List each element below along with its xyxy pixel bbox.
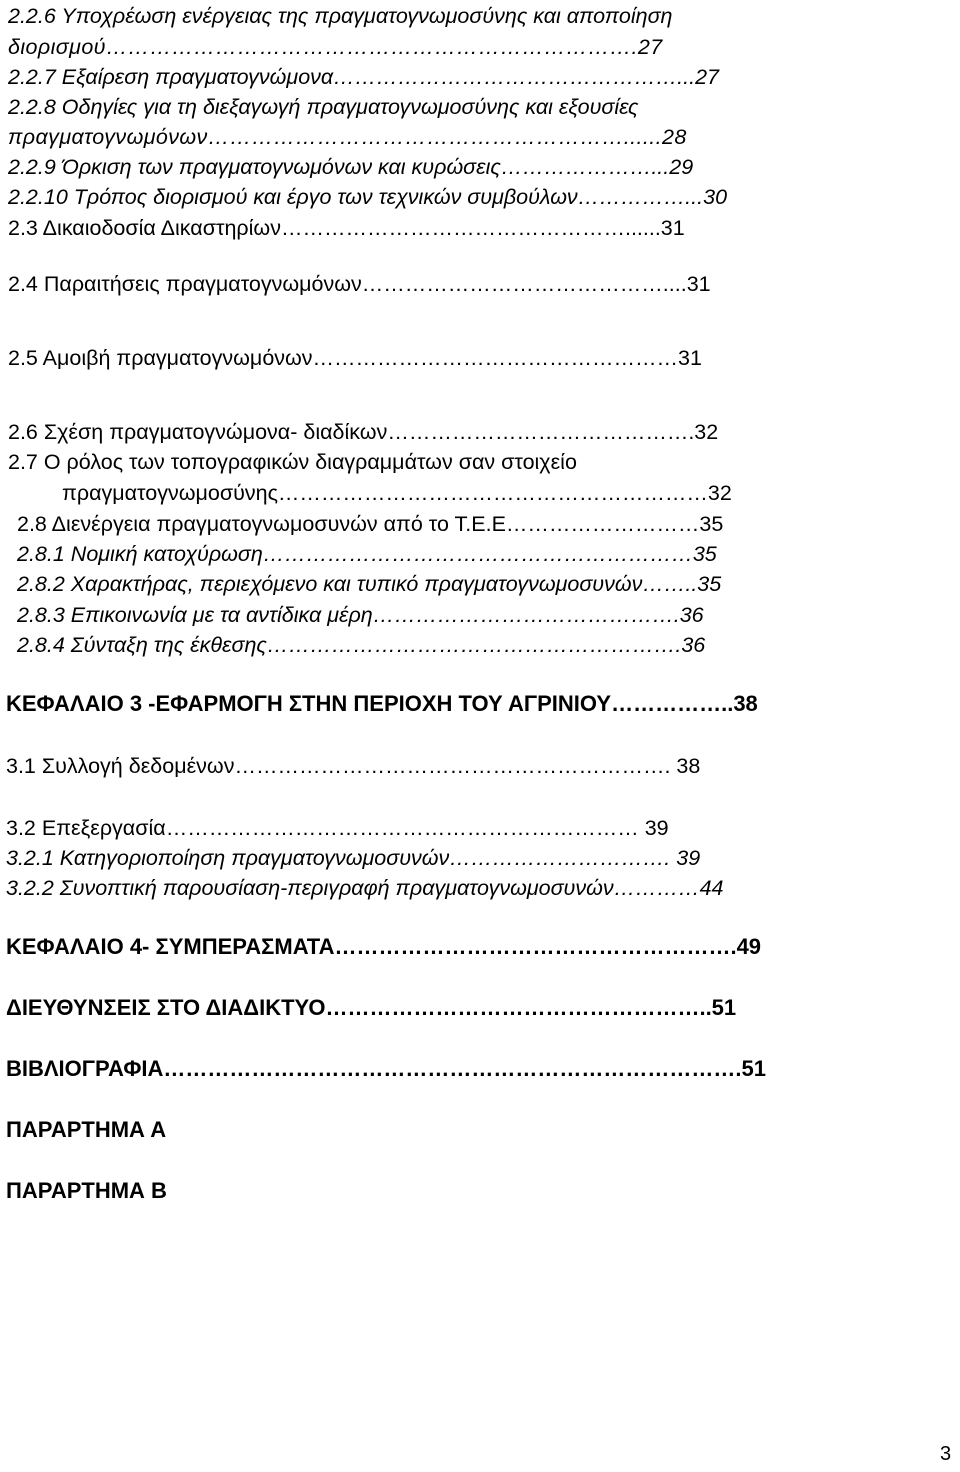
toc-entry-2-7: 2.7 Ο ρόλος των τοπογραφικών διαγραμμάτων σαν στοιχείο <box>8 450 577 474</box>
toc-entry-2-2-10: 2.2.10 Τρόπος διορισμού και έργο των τεχνικών συμβούλων……………...30 <box>8 185 728 209</box>
toc-entry-2-2-6: 2.2.6 Υποχρέωση ενέργειας της πραγματογνωμοσύνης και αποποίηση <box>8 4 673 28</box>
toc-appendix-b: ΠΑΡΑΡΤΗΜΑ Β <box>6 1178 167 1203</box>
toc-entry-3-2-1: 3.2.1 Κατηγοριοποίηση πραγματογνωμοσυνών…………………………. 39 <box>6 846 701 870</box>
toc-chapter-4: ΚΕΦΑΛΑΙΟ 4- ΣΥΜΠΕΡΑΣΜΑΤΑ……………………………………………….49 <box>6 934 762 959</box>
toc-entry-2-7-cont: πραγματογνωμοσύνης……………………………………………………32 <box>62 481 732 505</box>
toc-entry-2-5: 2.5 Αμοιβή πραγματογνωμόνων……………………………………………31 <box>8 346 702 370</box>
toc-entry-3-2: 3.2 Επεξεργασία………………………………………………………… 39 <box>6 816 669 840</box>
page-number: 3 <box>940 1443 952 1465</box>
toc-entry-3-2-2: 3.2.2 Συνοπτική παρουσίαση-περιγραφή πραγματογνωμοσυνών…………44 <box>6 876 724 900</box>
toc-appendix-a: ΠΑΡΑΡΤΗΜΑ Α <box>6 1117 167 1142</box>
toc-entry-2-2-7: 2.2.7 Εξαίρεση πραγματογνώμονα…………………………………………...27 <box>8 65 720 89</box>
toc-entry-2-8-3: 2.8.3 Επικοινωνία με τα αντίδικα μέρη…………………………………….36 <box>17 603 704 627</box>
toc-entry-2-4: 2.4 Παραιτήσεις πραγματογνωμόνων……………………………………....31 <box>8 272 711 296</box>
toc-entry-2-2-9: 2.2.9 Όρκιση των πραγματογνωμόνων και κυρώσεις…………………...29 <box>8 155 694 179</box>
toc-entry-2-6: 2.6 Σχέση πραγματογνώμονα- διαδίκων…………………………………….32 <box>8 420 719 444</box>
toc-chapter-3: ΚΕΦΑΛΑΙΟ 3 -ΕΦΑΡΜΟΓΗ ΣΤΗΝ ΠΕΡΙΟΧΗ ΤΟΥ ΑΓΡΙΝΙΟΥ……………..38 <box>6 691 758 716</box>
toc-entry-2-3: 2.3 Δικαιοδοσία Δικαστηρίων…………………………………………......31 <box>8 216 685 240</box>
toc-entry-2-8: 2.8 Διενέργεια πραγματογνωμοσυνών από το Τ.Ε.Ε………………………35 <box>17 512 724 536</box>
toc-entry-2-2-8-cont: πραγματογνωμόνων…………………………………………………......28 <box>8 125 687 149</box>
toc-bibliography: ΒΙΒΛΙΟΓΡΑΦΙΑ…………………………………………………………………….51 <box>6 1056 766 1081</box>
toc-entry-2-8-1: 2.8.1 Νομική κατοχύρωση……………………………………………………35 <box>17 542 717 566</box>
toc-entry-3-1: 3.1 Συλλογή δεδομένων……………………………………………………. 38 <box>6 754 701 778</box>
toc-web-addresses: ΔΙΕΥΘΥΝΣΕΙΣ ΣΤΟ ΔΙΑΔΙΚΤΥΟ……………………………………………..51 <box>6 995 737 1020</box>
toc-entry-2-8-4: 2.8.4 Σύνταξη της έκθεσης………………………………………………….36 <box>17 633 706 657</box>
toc-entry-2-8-2: 2.8.2 Χαρακτήρας, περιεχόμενο και τυπικό πραγματογνωμοσυνών……..35 <box>17 572 722 596</box>
toc-entry-2-2-8: 2.2.8 Οδηγίες για τη διεξαγωγή πραγματογνωμοσύνης και εξουσίες <box>8 95 639 119</box>
toc-entry-2-2-6-cont: διορισμού……………………………………………………………….27 <box>8 35 663 59</box>
